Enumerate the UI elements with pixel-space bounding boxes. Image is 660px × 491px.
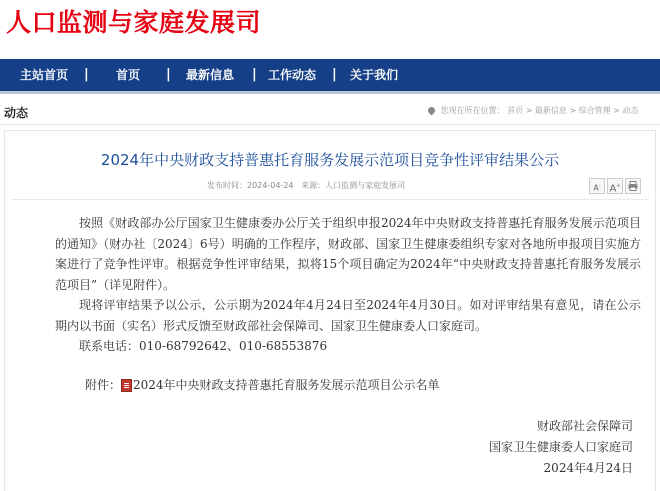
breadcrumb-general[interactable]: 综合管理 (578, 106, 611, 115)
attachment-label: 附件： (85, 378, 122, 392)
pdf-file-icon (121, 379, 132, 392)
signature-org-2: 国家卫生健康委人口家庭司 (488, 440, 633, 454)
paragraph: 现将评审结果予以公示，公示期为2024年4月24日至2024年4月30日。如对评审结果有意见，请在公示期内以书面（实名）形式反馈至财政部社会保障司、国家卫生健康委人口家庭司。 (55, 298, 641, 333)
font-larger-button[interactable]: A+ (607, 178, 623, 194)
contact-paragraph: 联系电话：010-68792642、010-68553876 (79, 339, 328, 353)
site-title[interactable]: 人口监测与家庭发展司 (6, 8, 262, 37)
font-larger-label: A (609, 183, 617, 195)
nav-separator: | (84, 67, 89, 82)
font-smaller-label: A (593, 183, 599, 193)
section-bar (0, 100, 660, 125)
font-smaller-button[interactable]: A- (589, 178, 605, 194)
breadcrumb-home[interactable]: 首页 (507, 106, 524, 115)
article-title: 2024年中央财政支持普惠托育服务发展示范项目竞争性评审结果公示 (100, 151, 560, 169)
attachment-link[interactable]: 2024年中央财政支持普惠托育服务发展示范项目公示名单 (133, 378, 440, 392)
breadcrumb-current[interactable]: 动态 (622, 106, 639, 115)
nav-separator: | (332, 67, 337, 82)
nav-item-home[interactable]: 首页 (116, 68, 141, 82)
meta-divider (11, 199, 649, 200)
print-button[interactable] (625, 178, 641, 194)
nav-separator: | (252, 67, 257, 82)
attachment-line (85, 376, 440, 393)
signature-date: 2024年4月24日 (543, 461, 633, 475)
breadcrumb-prefix: 您现在所在位置： (440, 106, 505, 115)
site-header (0, 0, 660, 58)
article-meta (207, 180, 405, 191)
nav-item-latest[interactable]: 最新信息 (186, 68, 235, 82)
nav-separator: | (166, 67, 171, 82)
breadcrumb (428, 105, 638, 116)
article-container (4, 130, 656, 491)
breadcrumb-separator: > (613, 106, 620, 115)
signature-org-1: 财政部社会保障司 (536, 419, 633, 433)
print-icon (628, 181, 638, 191)
publish-label: 发布时间： (207, 181, 247, 190)
nav-item-main-home[interactable]: 主站首页 (20, 68, 69, 82)
location-pin-icon (427, 106, 437, 116)
paragraph: 按照《财政部办公厅国家卫生健康委办公厅关于组织申报2024年中央财政支持普惠托育服务发展示范项目的通知》（财办社〔2024〕6号）明确的工作程序，财政部、国家卫生健康委组织专家对各地所申报项目实施方案进行了竞争性评审。根据竞争性评审结果，拟将15个项目确定为2024年“中央财政支持普惠托育服务发展示范项目”（详见附件）。 (55, 216, 641, 292)
source-value: 人口监测与家庭发展司 (325, 181, 406, 190)
breadcrumb-separator: > (569, 106, 577, 115)
nav-item-about[interactable]: 关于我们 (350, 68, 399, 82)
article-body (55, 213, 641, 357)
section-title: 动态 (4, 106, 29, 120)
breadcrumb-separator: > (525, 106, 533, 115)
main-nav (0, 59, 660, 94)
nav-item-work-news[interactable]: 工作动态 (268, 68, 317, 82)
source-label: 来源： (301, 181, 326, 190)
breadcrumb-latest[interactable]: 最新信息 (534, 106, 567, 115)
publish-date: 2024-04-24 (247, 181, 294, 190)
